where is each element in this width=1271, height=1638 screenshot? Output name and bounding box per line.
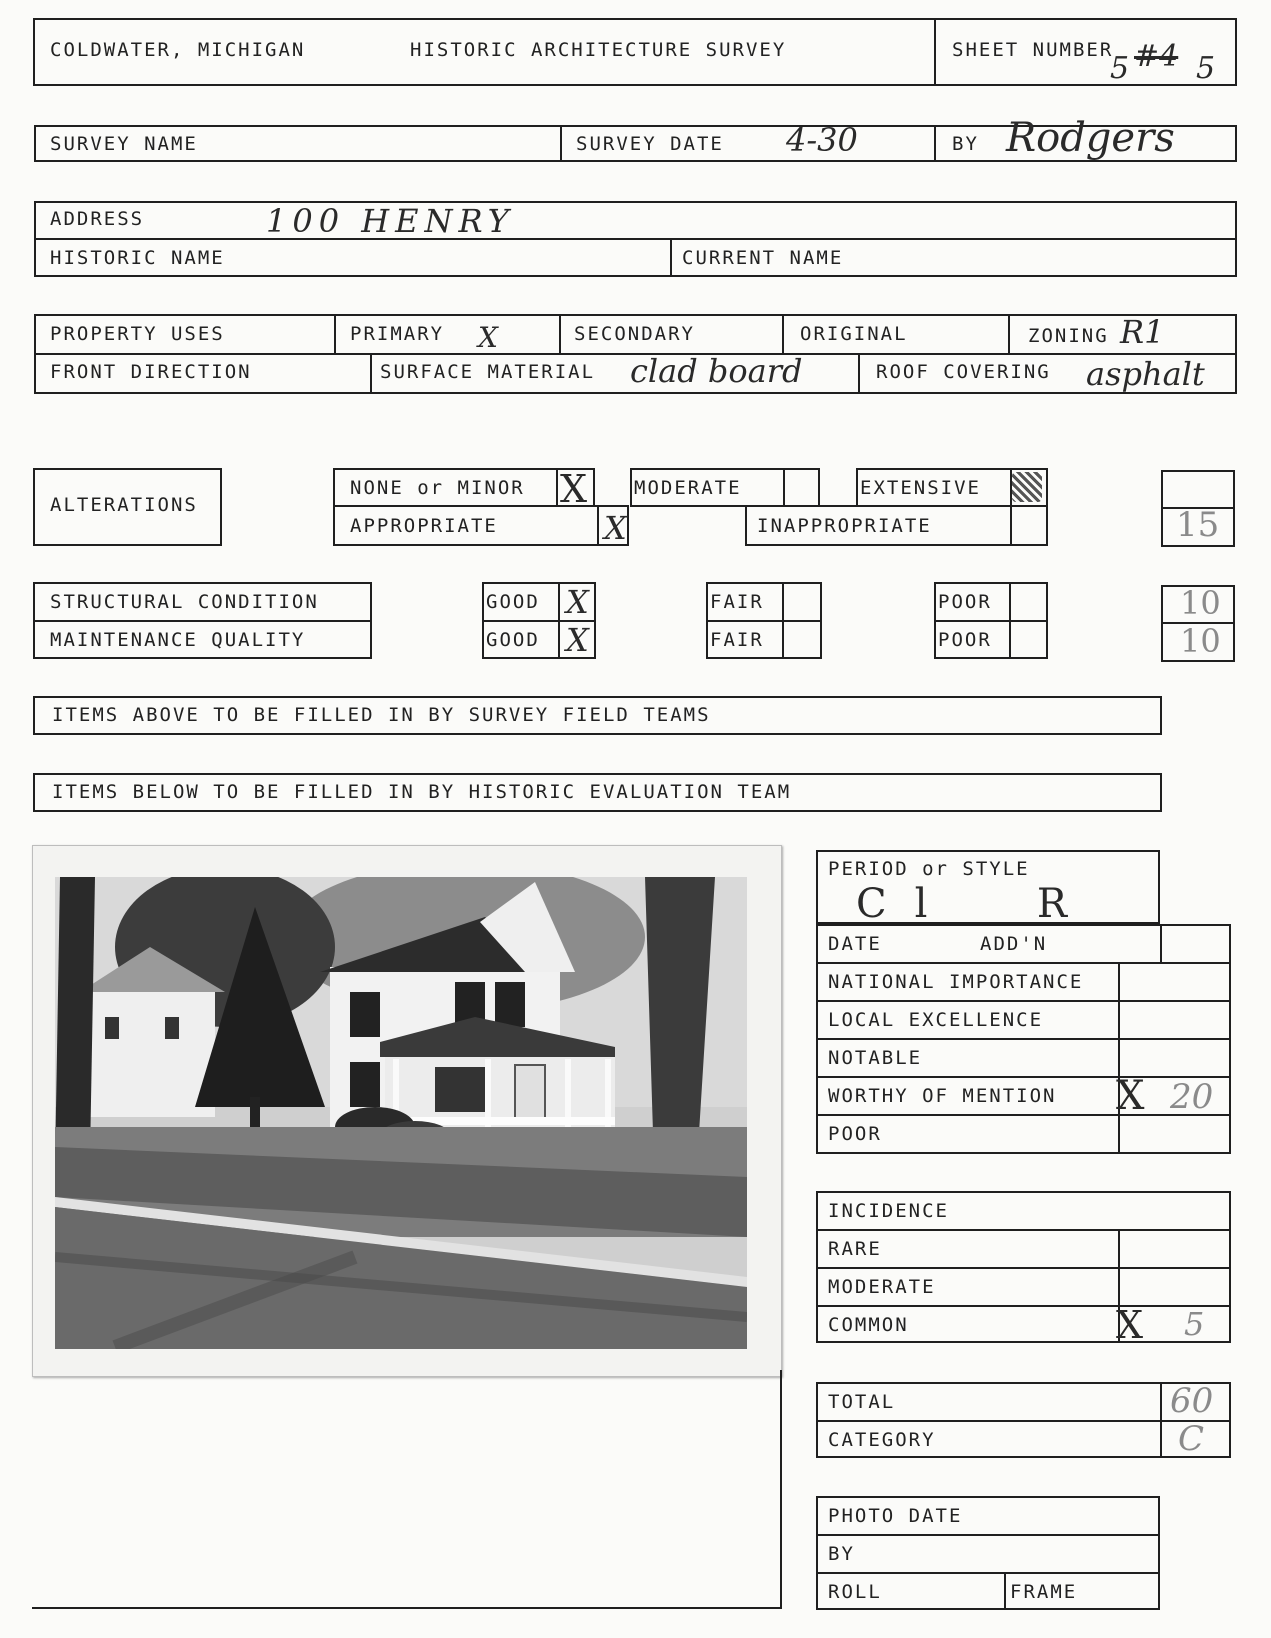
sheet-number-label: SHEET NUMBER: [952, 39, 1114, 61]
maintenance-score: 10: [1180, 622, 1221, 660]
totals-score-div: [1160, 1382, 1162, 1458]
zoning-value: R1: [1120, 313, 1165, 351]
address-divider: [670, 238, 672, 277]
totals-line: [816, 1420, 1231, 1422]
survey-by-value: Rodgers: [1006, 115, 1175, 161]
good-label-1: GOOD: [486, 591, 540, 613]
incidence-line-2: [816, 1267, 1231, 1269]
roof-covering-label: ROOF COVERING: [876, 361, 1051, 383]
photo-area-right-edge: [780, 1370, 782, 1608]
header-divider: [934, 18, 936, 86]
property-div-1: [334, 314, 336, 353]
photo-by-label: BY: [828, 1543, 855, 1565]
worthy-of-mention-mark: X: [1116, 1073, 1145, 1119]
incidence-moderate-label: MODERATE: [828, 1276, 936, 1298]
moderate-label: MODERATE: [634, 477, 742, 499]
poor-label-1: POOR: [938, 591, 992, 613]
category-value: C: [1178, 1419, 1205, 1459]
extensive-scribble: [1012, 472, 1042, 502]
eval-line-5: [816, 1114, 1231, 1116]
structural-score: 10: [1180, 584, 1221, 622]
surface-material-value: clad board: [630, 352, 803, 390]
address-row-line: [34, 238, 1237, 240]
property-div-6: [858, 353, 860, 394]
original-label: ORIGINAL: [800, 323, 908, 345]
eval-line-3: [816, 1038, 1231, 1040]
photo-info-roll-div: [1004, 1572, 1006, 1610]
roof-covering-value: asphalt: [1086, 355, 1205, 393]
appropriate-mark: X: [604, 509, 627, 547]
historic-name-label: HISTORIC NAME: [50, 247, 225, 269]
national-importance-label: NATIONAL IMPORTANCE: [828, 971, 1084, 993]
eval-score-div: [1118, 962, 1120, 1154]
structural-good-mark: X: [566, 583, 589, 621]
secondary-label: SECONDARY: [574, 323, 695, 345]
maintenance-quality-label: MAINTENANCE QUALITY: [50, 629, 306, 651]
structural-condition-label: STRUCTURAL CONDITION: [50, 591, 319, 613]
property-div-4: [1008, 314, 1010, 353]
sheet-number-value-2: 5: [1196, 51, 1216, 86]
common-score: 5: [1184, 1305, 1205, 1343]
primary-mark: X: [478, 321, 498, 354]
photo-info-line-2: [816, 1572, 1160, 1574]
worthy-of-mention-label: WORTHY OF MENTION: [828, 1085, 1057, 1107]
condition-label-line: [33, 620, 372, 622]
eval-date-right-edge: [1160, 924, 1162, 962]
alterations-label: ALTERATIONS: [50, 494, 198, 516]
rare-label: RARE: [828, 1238, 882, 1260]
survey-by-label: BY: [952, 133, 979, 155]
period-style-value: Cl R: [856, 881, 1095, 927]
total-value: 60: [1170, 1381, 1214, 1421]
fair-row-line: [706, 620, 822, 622]
surface-material-label: SURFACE MATERIAL: [380, 361, 596, 383]
inappropriate-check-div: [1010, 505, 1012, 546]
photo-info-line-1: [816, 1534, 1160, 1536]
common-label: COMMON: [828, 1314, 909, 1336]
inappropriate-label: INAPPROPRIATE: [757, 515, 932, 537]
poor-row-line: [934, 620, 1048, 622]
period-style-label: PERIOD or STYLE: [828, 858, 1030, 880]
eval-line-2: [816, 1000, 1231, 1002]
poor-label-2: POOR: [938, 629, 992, 651]
eval-line-1: [816, 962, 1231, 964]
good-label-2: GOOD: [486, 629, 540, 651]
maintenance-good-mark: X: [566, 621, 589, 659]
property-div-3: [782, 314, 784, 353]
alterations-score: 15: [1176, 505, 1220, 545]
common-mark: X: [1116, 1303, 1144, 1347]
address-value: 100 HENRY: [266, 202, 515, 240]
poor-check-div: [1009, 582, 1011, 659]
sheet-number-value: 5: [1110, 51, 1130, 86]
survey-divider-2: [934, 125, 936, 162]
good-check-div: [558, 582, 560, 659]
house-photo: [55, 877, 747, 1349]
survey-name-label: SURVEY NAME: [50, 133, 198, 155]
survey-date-label: SURVEY DATE: [576, 133, 724, 155]
worthy-of-mention-score: 20: [1170, 1077, 1214, 1117]
fair-label-2: FAIR: [710, 629, 764, 651]
date-label: DATE: [828, 933, 882, 955]
category-label: CATEGORY: [828, 1429, 936, 1451]
address-label: ADDRESS: [50, 208, 145, 230]
sheet-number-strikeout: #4: [1134, 39, 1179, 74]
survey-date-value: 4-30: [786, 121, 858, 159]
eval-line-4: [816, 1076, 1231, 1078]
moderate-check-div: [783, 468, 785, 507]
current-name-label: CURRENT NAME: [682, 247, 844, 269]
frame-label: FRAME: [1010, 1581, 1078, 1603]
roll-label: ROLL: [828, 1581, 882, 1603]
total-label: TOTAL: [828, 1391, 896, 1413]
addn-label: ADD'N: [980, 933, 1048, 955]
fair-label-1: FAIR: [710, 591, 764, 613]
property-uses-label: PROPERTY USES: [50, 323, 225, 345]
evaluation-poor-label: POOR: [828, 1123, 882, 1145]
survey-divider-1: [560, 125, 562, 162]
photo-date-label: PHOTO DATE: [828, 1505, 963, 1527]
incidence-label: INCIDENCE: [828, 1200, 949, 1222]
primary-label: PRIMARY: [350, 323, 445, 345]
none-minor-mark: X: [560, 467, 588, 511]
none-minor-check-div: [556, 468, 558, 507]
incidence-line-3: [816, 1305, 1231, 1307]
items-below-note: ITEMS BELOW TO BE FILLED IN BY HISTORIC EVALUATION TEAM: [52, 781, 792, 803]
items-above-note: ITEMS ABOVE TO BE FILLED IN BY SURVEY FIELD TEAMS: [52, 704, 711, 726]
none-minor-label: NONE or MINOR: [350, 477, 525, 499]
photo-area-bottom-edge: [32, 1607, 782, 1609]
local-excellence-label: LOCAL EXCELLENCE: [828, 1009, 1044, 1031]
appropriate-check-div: [597, 505, 599, 546]
city-label: COLDWATER, MICHIGAN: [50, 39, 306, 61]
fair-check-div: [782, 582, 784, 659]
property-div-2: [559, 314, 561, 353]
property-div-5: [370, 353, 372, 394]
notable-label: NOTABLE: [828, 1047, 923, 1069]
zoning-label: ZONING: [1028, 325, 1109, 347]
incidence-line-1: [816, 1229, 1231, 1231]
extensive-label: EXTENSIVE: [860, 477, 981, 499]
survey-title: HISTORIC ARCHITECTURE SURVEY: [410, 39, 787, 61]
appropriate-label: APPROPRIATE: [350, 515, 498, 537]
front-direction-label: FRONT DIRECTION: [50, 361, 252, 383]
